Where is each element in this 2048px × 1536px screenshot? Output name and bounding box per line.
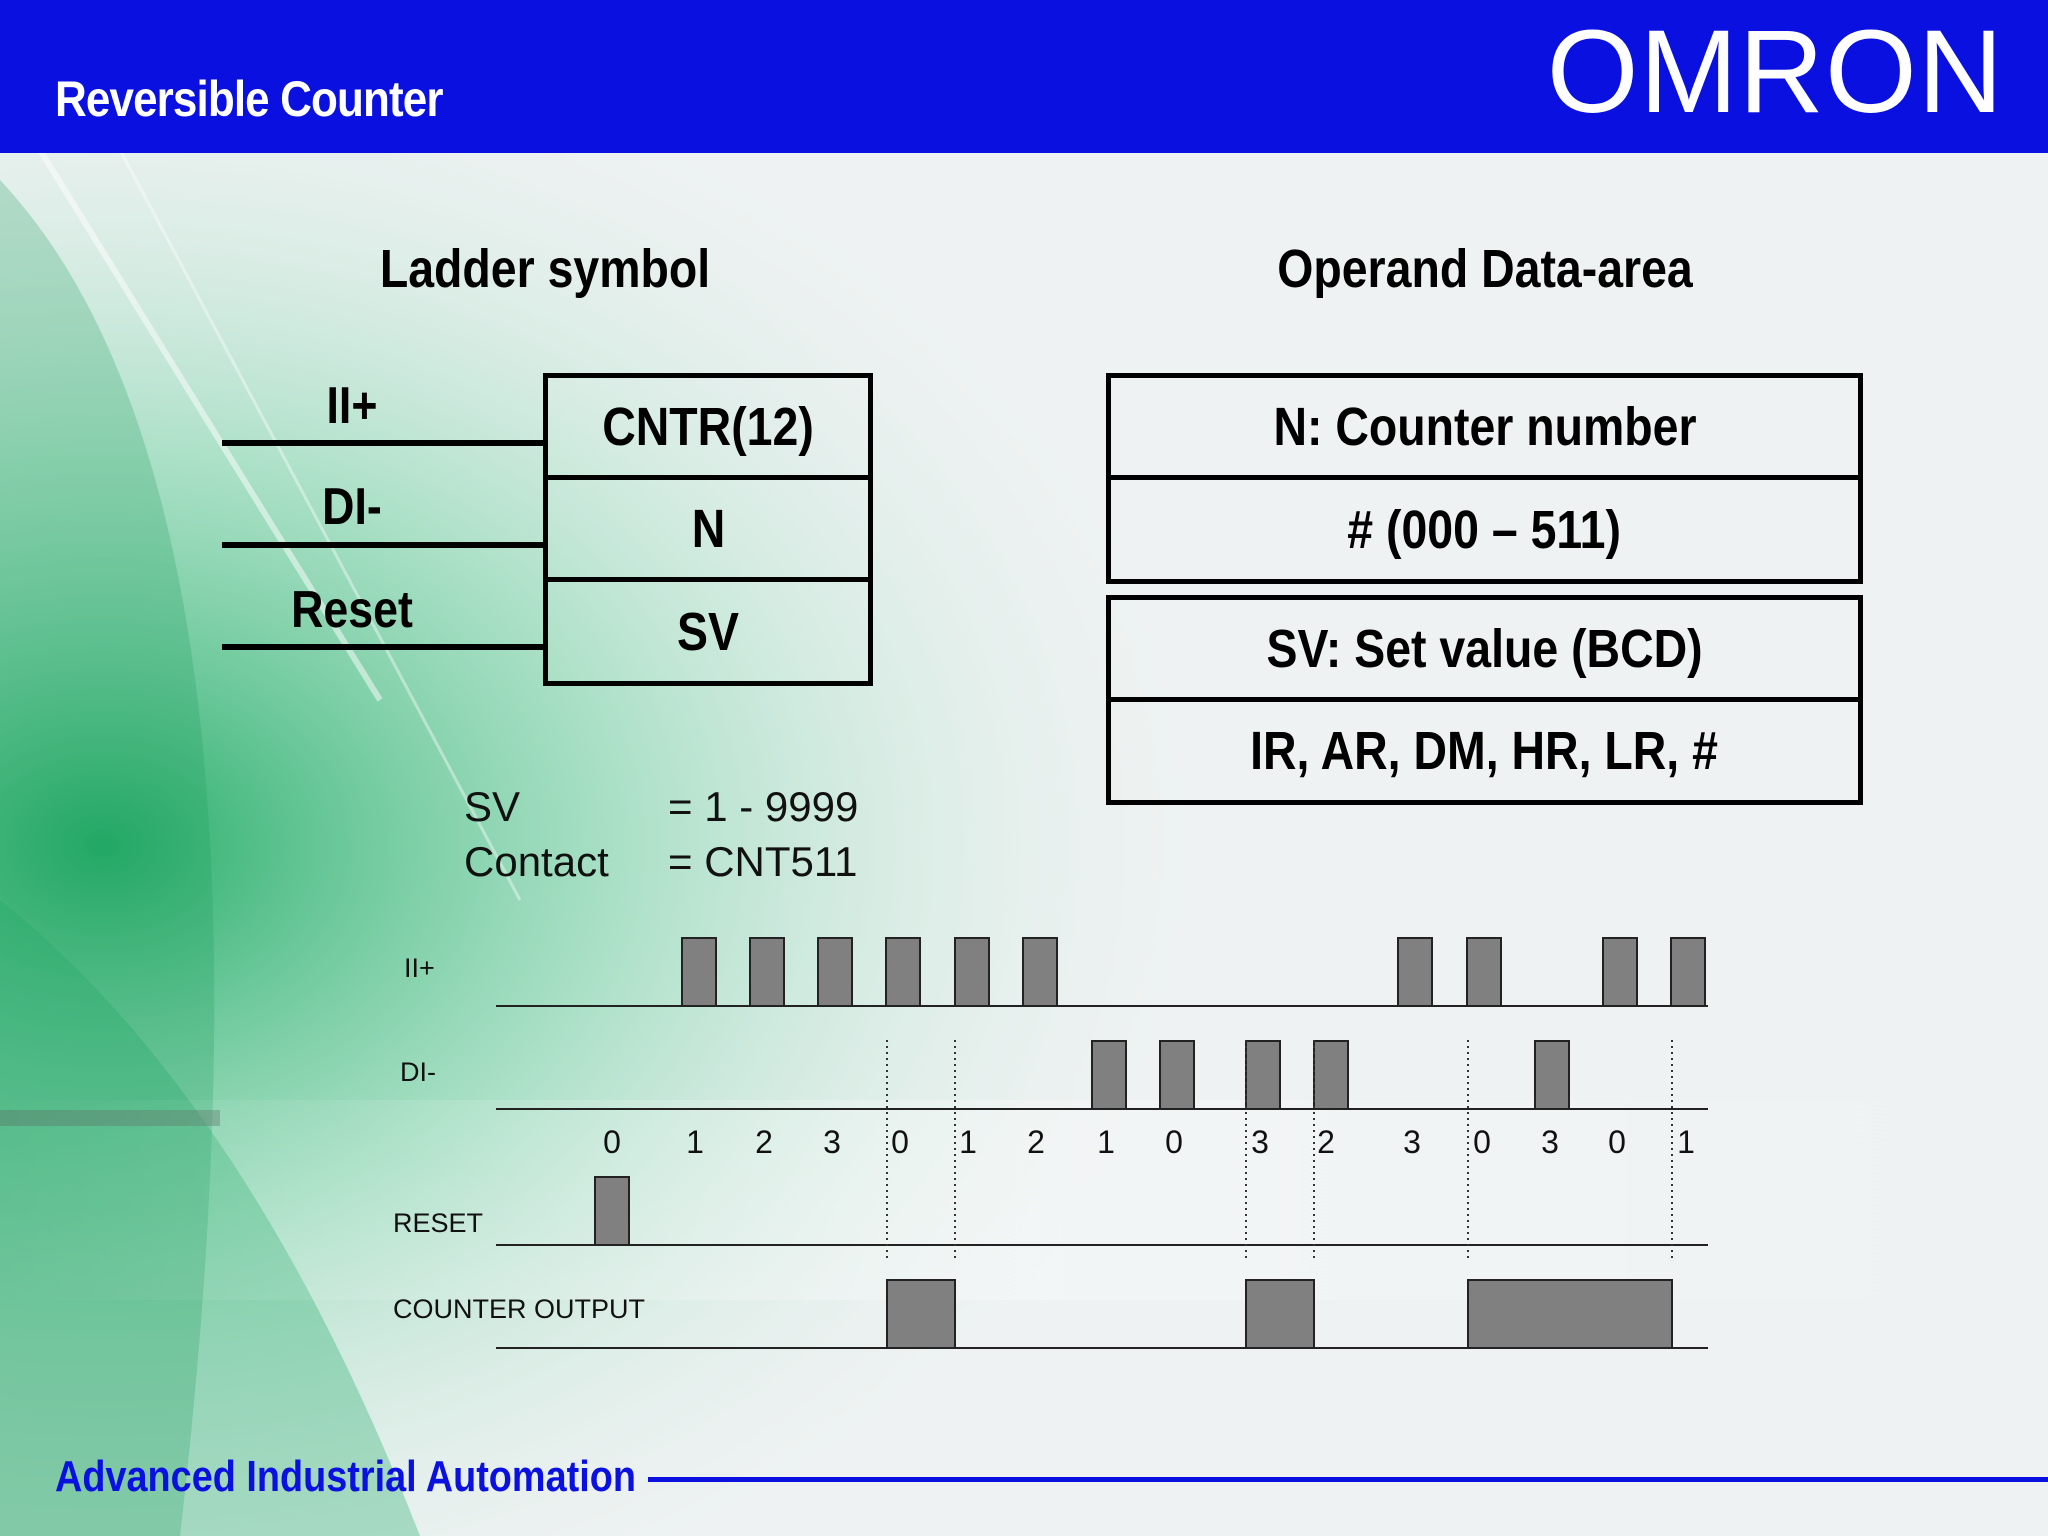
counter-range-label: # (000 – 511) [1347,499,1622,560]
data-areas-box [1106,697,1863,805]
counter-range-box [1106,475,1863,584]
count-value-label: 0 [1165,1124,1183,1160]
count-value-label: 3 [1541,1124,1559,1160]
ladder-input-label: Reset [291,581,413,639]
count-value-label: 3 [1251,1124,1269,1160]
ladder-input-label: DI- [322,478,382,536]
signal-label: II+ [404,953,435,983]
operand-n-box [543,475,873,582]
count-value-label: 1 [959,1124,977,1160]
sv-label: SV [464,783,521,830]
header-bar [0,0,2048,153]
instruction-box [543,373,873,480]
signal-label: COUNTER OUTPUT [393,1294,645,1324]
footer-text: Advanced Industrial Automation [55,1452,636,1501]
count-value-label: 2 [1027,1124,1045,1160]
operand-sv-label: SV [677,601,739,662]
count-value-label: 1 [686,1124,704,1160]
instruction-label: CNTR(12) [602,396,814,457]
operand-n-label: N [691,498,725,559]
set-value-box [1106,595,1863,702]
sv-value: = 1 - 9999 [668,783,859,830]
ladder-heading: Ladder symbol [379,239,711,299]
count-value-label: 3 [823,1124,841,1160]
brand-logo: OMRON [1546,6,2004,138]
count-value-label: 1 [1097,1124,1115,1160]
count-value-label: 0 [603,1124,621,1160]
contact-label: Contact [464,838,609,885]
count-value-label: 1 [1677,1124,1695,1160]
signal-label: DI- [400,1057,436,1087]
ladder-rung [222,440,544,446]
counter-number-label: N: Counter number [1272,396,1697,457]
count-value-label: 0 [1473,1124,1491,1160]
count-value-label: 2 [755,1124,773,1160]
count-value-label: 0 [1608,1124,1626,1160]
page-title: Reversible Counter [55,71,443,127]
contact-value: = CNT511 [668,838,858,885]
signal-label: RESET [393,1208,484,1238]
set-value-label: SV: Set value (BCD) [1266,618,1703,679]
operand-heading: Operand Data-area [1277,239,1693,299]
ladder-rung [222,542,544,548]
counter-number-box [1106,373,1863,480]
count-value-label: 0 [891,1124,909,1160]
data-areas-label: IR, AR, DM, HR, LR, # [1250,721,1719,781]
operand-sv-box [543,577,873,686]
footer-divider [648,1477,2048,1482]
count-value-label: 2 [1317,1124,1335,1160]
ladder-rung [222,644,544,650]
count-value-label: 3 [1403,1124,1421,1160]
ladder-input-label: II+ [326,377,378,435]
